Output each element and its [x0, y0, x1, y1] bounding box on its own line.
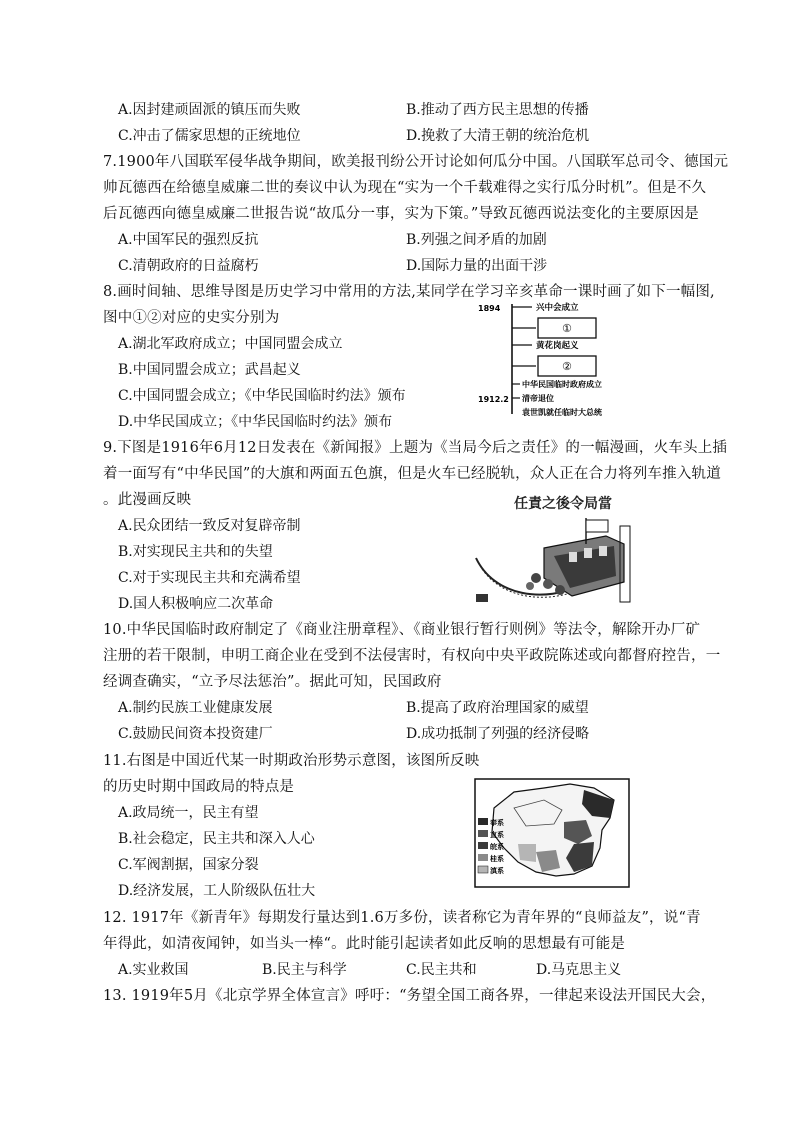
q6-option-c: C.冲击了儒家思想的正统地位	[118, 128, 301, 144]
q11-stem-line-2: 的历史时期中国政局的特点是	[103, 779, 295, 795]
q8-stem-line-2: 图中①②对应的史实分别为	[103, 310, 280, 326]
q12-stem-line-2: 年得此，如清夜闻钟，如当头一棒“。此时能引起读者如此反响的思想最有可能是	[103, 936, 626, 952]
q7-stem-line-2: 帅瓦德西在给德皇威廉二世的奏议中认为现在“实为一个千载难得之实行瓜分时机”。但是不久	[103, 180, 707, 196]
q12-option-b: B.民主与科学	[262, 962, 347, 978]
q10-option-b: B.提高了政府治理国家的威望	[406, 700, 589, 716]
q12-option-c: C.民主共和	[406, 962, 477, 978]
q10-stem-line-3: 经调查确实，“立予尽法惩治”。据此可知，民国政府	[103, 674, 442, 690]
q11-stem-line-1: 11.右图是中国近代某一时期政治形势示意图，该图所反映	[103, 753, 480, 769]
timeline-year-start: 1894	[478, 304, 501, 313]
q11-option-b: B.社会稳定，民主共和深入人心	[118, 831, 315, 847]
q9-stem-line-1: 9.下图是1916年6月12日发表在《新闻报》上题为《当局今后之责任》的一幅漫画，火车头上插	[103, 440, 728, 456]
q6-option-a: A.因封建顽固派的镇压而失败	[118, 102, 301, 118]
q12-stem-line-1: 12. 1917年《新青年》每期发行量达到1.6万多份，读者称它为青年界的“良师益友”，说“青	[103, 910, 701, 926]
q9-train-cartoon	[474, 486, 636, 610]
timeline-item-yuan-shikai: 袁世凯就任临时大总统	[522, 408, 602, 417]
q11-option-d: D.经济发展，工人阶级队伍壮大	[118, 883, 316, 899]
q7-option-b: B.列强之间矛盾的加剧	[406, 232, 547, 248]
q10-stem-line-1: 10.中华民国临时政府制定了《商业注册章程》、《商业银行暂行则例》等法令，解除开办厂矿	[103, 622, 701, 638]
q9-stem-line-2: 着一面写有“中华民国”的大旗和两面五色旗，但是火车已经脱轨，众人正在合力将列车推入轨道	[103, 466, 721, 482]
legend-dianxi: 滇系	[490, 867, 504, 875]
timeline-item-provisional-government: 中华民国临时政府成立	[522, 380, 602, 389]
q11-option-a: A.政局统一，民主有望	[118, 805, 259, 821]
timeline-box-1: ①	[562, 322, 572, 335]
q7-stem-line-1: 7.1900年八国联军侵华战争期间，欧美报刊纷公开讨论如何瓜分中国。八国联军总司令、德国元	[103, 154, 729, 170]
q9-option-b: B.对实现民主共和的失望	[118, 544, 273, 560]
q9-stem-line-3: 。此漫画反映	[103, 492, 192, 508]
q7-option-c: C.清朝政府的日益腐朽	[118, 258, 259, 274]
q7-option-d: D.国际力量的出面干涉	[406, 258, 548, 274]
q10-option-d: D.成功抵制了列强的经济侵略	[406, 726, 590, 742]
q12-option-a: A.实业救国	[118, 962, 189, 978]
q12-option-d: D.马克思主义	[536, 962, 622, 978]
q6-option-b: B.推动了西方民主思想的传播	[406, 102, 589, 118]
legend-guixi: 桂系	[490, 855, 504, 863]
timeline-year-end: 1912.2	[478, 395, 509, 404]
timeline-item-huanghuagang: 黄花岗起义	[536, 341, 579, 351]
q8-stem-line-1: 8.画时间轴、思维导图是历史学习中常用的方法,某同学在学习辛亥革命一课时画了如下一幅图,	[103, 284, 715, 300]
q10-stem-line-2: 注册的若干限制，申明工商企业在受到不法侵害时，有权向中央平政院陈述或向都督府控告，一	[103, 648, 721, 664]
q9-option-d: D.国人积极响应二次革命	[118, 596, 274, 612]
q7-stem-line-3: 后瓦德西向德皇威廉二世报告说“故瓜分一事，实为下策。”导致瓦德西说法变化的主要原因是	[103, 206, 699, 222]
q13-stem-line-1: 13. 1919年5月《北京学界全体宣言》呼吁：“务望全国工商各界，一律起来设法开国民大会，	[103, 988, 716, 1004]
q9-option-c: C.对于实现民主共和充满希望	[118, 570, 301, 586]
q8-option-d: D.中华民国成立；《中华民国临时约法》颁布	[118, 414, 393, 430]
legend-wanxi: 皖系	[490, 843, 504, 851]
legend-fengxi: 奉系	[490, 819, 504, 827]
legend-zhixi: 直系	[490, 831, 504, 839]
q8-option-b: B.中国同盟会成立；武昌起义	[118, 362, 301, 378]
cartoon-title: 任責之後令局當	[514, 496, 612, 512]
timeline-item-abdication: 清帝退位	[522, 394, 554, 403]
q11-warlord-map	[474, 778, 630, 888]
q8-option-c: C.中国同盟会成立；《中华民国临时约法》颁布	[118, 388, 406, 404]
timeline-box-2: ②	[562, 360, 572, 373]
q8-option-a: A.湖北军政府成立；中国同盟会成立	[118, 336, 343, 352]
q10-option-a: A.制约民族工业健康发展	[118, 700, 273, 716]
q9-option-a: A.民众团结一致反对复辟帝制	[118, 518, 301, 534]
q8-timeline-figure	[474, 296, 644, 422]
q11-option-c: C.军阀割据，国家分裂	[118, 857, 259, 873]
q7-option-a: A.中国军民的强烈反抗	[118, 232, 259, 248]
q6-option-d: D.挽救了大清王朝的统治危机	[406, 128, 590, 144]
q10-option-c: C.鼓励民间资本投资建厂	[118, 726, 273, 742]
timeline-item-xingzhonghui: 兴中会成立	[536, 303, 579, 313]
